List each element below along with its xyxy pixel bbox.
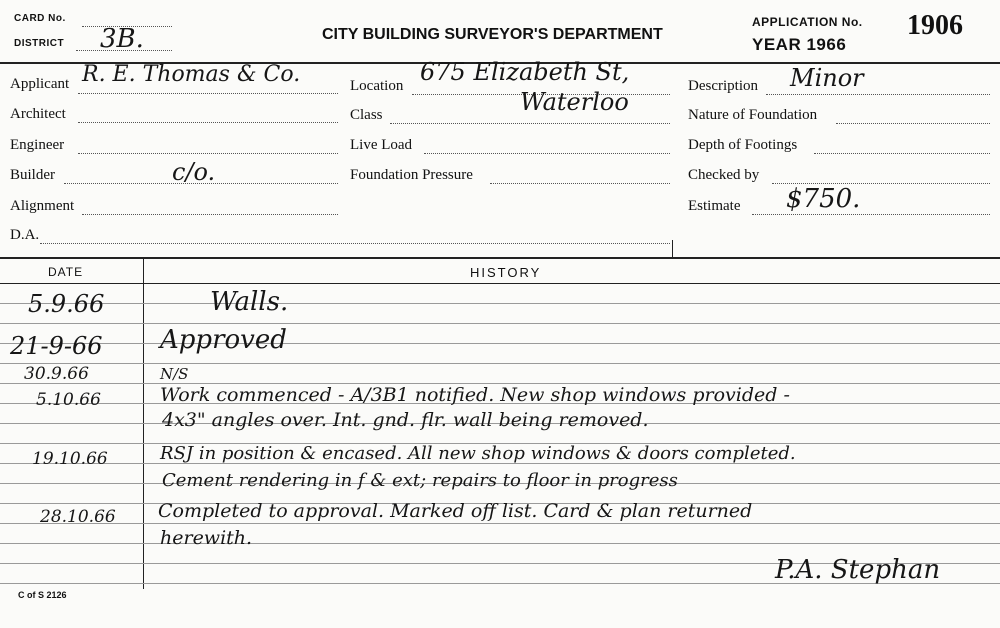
description-line: [766, 94, 990, 95]
district-label: DISTRICT: [14, 38, 65, 49]
depth-of-footings-line: [814, 153, 990, 154]
history-entry: Walls.: [210, 287, 289, 317]
foundation-pressure-line: [490, 183, 670, 184]
alignment-line: [82, 214, 338, 215]
ruled-line: [0, 323, 1000, 324]
history-entry: N/S: [160, 365, 189, 383]
description-label: Description: [688, 78, 758, 94]
form-code: C of S 2126: [18, 590, 67, 600]
alignment-label: Alignment: [10, 198, 75, 214]
application-number: 1906: [907, 10, 963, 41]
applicant-label: Applicant: [10, 76, 70, 92]
history-top-rule: [0, 257, 1000, 259]
engineer-line: [78, 153, 338, 154]
history-entry-continued: herewith.: [160, 527, 253, 549]
ruled-line: [0, 343, 1000, 344]
history-entry-continued: Cement rendering in f & ext; repairs to floor in progress: [162, 470, 678, 491]
ruled-line: [0, 303, 1000, 304]
card-no-label: CARD No.: [14, 13, 66, 24]
estimate-label: Estimate: [688, 198, 741, 214]
ruled-line: [0, 523, 1000, 524]
location-value-suburb: Waterloo: [520, 88, 629, 116]
class-line: [390, 123, 670, 124]
history-entry: Completed to approval. Marked off list. Card & plan returned: [158, 500, 753, 522]
nature-of-foundation-label: Nature of Foundation: [688, 107, 818, 123]
applicant-value: R. E. Thomas & Co.: [82, 62, 301, 87]
date-column-header: DATE: [48, 265, 84, 279]
history-header-rule: [0, 283, 1000, 284]
live-load-line: [424, 153, 670, 154]
history-column-header: HISTORY: [470, 265, 542, 280]
location-value-street: 675 Elizabeth St,: [420, 58, 630, 86]
architect-line: [78, 122, 338, 123]
history-date: 19.10.66: [32, 449, 108, 469]
history-entry-continued: 4x3" angles over. Int. gnd. flr. wall being removed.: [162, 409, 649, 431]
location-label: Location: [350, 78, 404, 94]
history-entry: RSJ in position & encased. All new shop windows & doors completed.: [160, 443, 796, 464]
application-no-label: APPLICATION No.: [752, 15, 863, 29]
history-date: 30.9.66: [24, 364, 89, 384]
estimate-line: [752, 214, 990, 215]
signature: P.A. Stephan: [775, 555, 941, 585]
history-date: 5.10.66: [36, 390, 101, 410]
engineer-label: Engineer: [10, 137, 65, 153]
ruled-line: [0, 543, 1000, 544]
history-date: 21-9-66: [10, 332, 103, 360]
foundation-pressure-label: Foundation Pressure: [350, 167, 473, 183]
da-divider: [672, 240, 673, 257]
department-title: CITY BUILDING SURVEYOR'S DEPARTMENT: [322, 26, 663, 43]
year-label: YEAR 1966: [752, 35, 847, 54]
builder-value: c/o.: [172, 158, 216, 186]
class-label: Class: [350, 107, 383, 123]
da-line: [40, 243, 670, 244]
history-entry: Work commenced - A/3B1 notified. New shop windows provided -: [160, 384, 790, 406]
live-load-label: Live Load: [350, 137, 413, 153]
ruled-line: [0, 363, 1000, 364]
checked-by-label: Checked by: [688, 167, 760, 183]
depth-of-footings-label: Depth of Footings: [688, 137, 798, 153]
builder-label: Builder: [10, 167, 55, 183]
history-entry: Approved: [160, 325, 287, 355]
district-value: 3B.: [100, 24, 144, 54]
history-date: 28.10.66: [40, 507, 116, 527]
description-value: Minor: [790, 64, 864, 92]
applicant-line: [78, 93, 338, 94]
da-label: D.A.: [10, 227, 40, 243]
estimate-value: $750.: [786, 184, 861, 214]
architect-label: Architect: [10, 106, 66, 122]
nature-of-foundation-line: [836, 123, 990, 124]
history-date: 5.9.66: [28, 290, 105, 318]
